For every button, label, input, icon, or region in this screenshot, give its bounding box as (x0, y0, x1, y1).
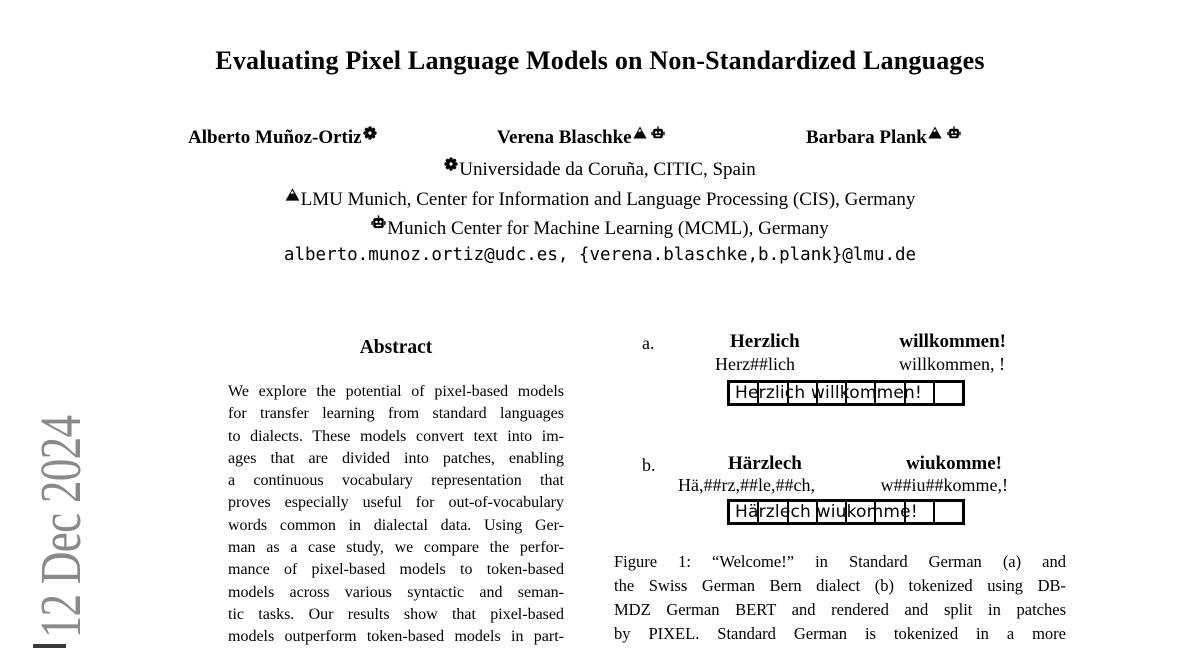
patch-cell (847, 502, 876, 522)
robot-icon (947, 121, 961, 142)
author-2-name: Verena Blaschke (497, 127, 632, 148)
abstract-line: words common in dialectal data. Using Ger- (228, 516, 564, 534)
figure-a-patch-row (727, 380, 965, 406)
abstract-line: proves especially useful for out-of-vocabulary (228, 494, 564, 512)
arxiv-id-clipped-text (33, 644, 66, 648)
caption-line: by PIXEL. Standard German is tokenized in a more (614, 624, 1066, 643)
abstract-line: a continuous vocabulary representation that (228, 472, 564, 490)
figure-a-token-2: willkommen, ! (899, 354, 1005, 374)
figure-example-b-label: b. (642, 455, 656, 475)
figure-b-patch-text: Härzlech wiukomme! (735, 502, 918, 522)
figure-a-word-1: Herzlich (730, 331, 800, 352)
patch-cell (789, 502, 818, 522)
affiliation-3-text: Munich Center for Machine Learning (MCML), Germany (387, 218, 829, 239)
figure-1-caption (614, 550, 1066, 646)
affiliation-3 (100, 214, 1100, 240)
patch-cell (935, 502, 962, 522)
affiliation-1 (100, 155, 1100, 181)
figure-example-a-label: a. (642, 333, 655, 353)
patch-cell (906, 502, 935, 522)
author-emails: alberto.munoz.ortiz@udc.es, {verena.blaschke,b.plank}@lmu.de (283, 245, 917, 265)
abstract-line: to dialects. These models convert text into im- (228, 427, 564, 445)
caption-line: the Swiss German Bern dialect (b) tokenized using DB- (614, 576, 1066, 595)
flower-icon (363, 121, 377, 142)
abstract-line: mance of pixel-based models to token-based (228, 561, 564, 579)
caption-line: MDZ German BERT and rendered and split in patches (614, 600, 1066, 619)
mountain-icon (928, 121, 947, 142)
patch-cell (730, 383, 759, 403)
patch-cell (818, 502, 847, 522)
figure-a-patch-grid (730, 383, 962, 403)
author-2 (497, 121, 665, 149)
author-3-name: Barbara Plank (806, 127, 927, 148)
patch-cell (789, 383, 818, 403)
patch-cell (759, 383, 788, 403)
mountain-icon (633, 121, 652, 142)
mountain-icon (285, 185, 300, 207)
author-3 (806, 121, 961, 149)
figure-b-token-1: Hä,##rz,##le,##ch, (678, 475, 815, 495)
figure-b-dialect-text (728, 453, 1002, 475)
patch-cell (906, 383, 935, 403)
patch-cell (876, 502, 905, 522)
abstract-line: We explore the potential of pixel-based models (228, 383, 564, 400)
patch-cell (876, 383, 905, 403)
figure-b-word-1: Härzlech (728, 453, 802, 474)
abstract-heading: Abstract (359, 337, 433, 358)
caption-line: Figure 1: “Welcome!” in Standard German (a) and (614, 552, 1066, 571)
patch-cell (847, 383, 876, 403)
patch-cell (818, 383, 847, 403)
figure-a-token-text (715, 354, 1005, 375)
abstract-line: ages that are divided into patches, enabling (228, 449, 564, 467)
affiliation-1-text: Universidade da Coruña, CITIC, Spain (459, 159, 756, 180)
abstract-text (228, 381, 564, 648)
affiliation-2-text: LMU Munich, Center for Information and Language Processing (CIS), Germany (300, 189, 916, 210)
abstract-line-clipped: models outperform token-based models in part- (228, 628, 564, 646)
robot-icon (371, 214, 386, 236)
abstract-line: tic tasks. Our results show that pixel-based (228, 605, 564, 623)
figure-b-word-2: wiukomme! (905, 453, 1002, 474)
arxiv-date-watermark: 12 Dec 2024 (28, 415, 93, 639)
abstract-line: for transfer learning from standard languages (228, 405, 564, 423)
figure-a-token-1: Herz##lich (715, 354, 795, 374)
affiliation-2 (100, 185, 1100, 211)
figure-b-patch-row (727, 499, 965, 525)
abstract-line: man as a case study, we compare the perfor- (228, 539, 564, 557)
flower-icon (444, 155, 458, 177)
patch-cell (759, 502, 788, 522)
patch-cell (935, 383, 962, 403)
author-1-name: Alberto Muñoz-Ortiz (188, 127, 362, 148)
figure-b-token-text (678, 475, 1008, 496)
figure-a-patch-text: Herzlich willkommen! (735, 383, 923, 403)
paper-title: Evaluating Pixel Language Models on Non-Standardized Languages (215, 46, 985, 75)
author-row (0, 121, 1200, 149)
figure-b-token-2: w##iu##komme,! (880, 475, 1008, 495)
patch-cell (730, 502, 759, 522)
robot-icon (651, 121, 665, 142)
abstract-line: models across various syntactic and seman- (228, 583, 564, 601)
figure-a-word-2: willkommen! (899, 331, 1006, 352)
figure-b-patch-grid (730, 502, 962, 522)
author-1 (188, 121, 377, 149)
figure-a-standard-text (730, 331, 1006, 353)
